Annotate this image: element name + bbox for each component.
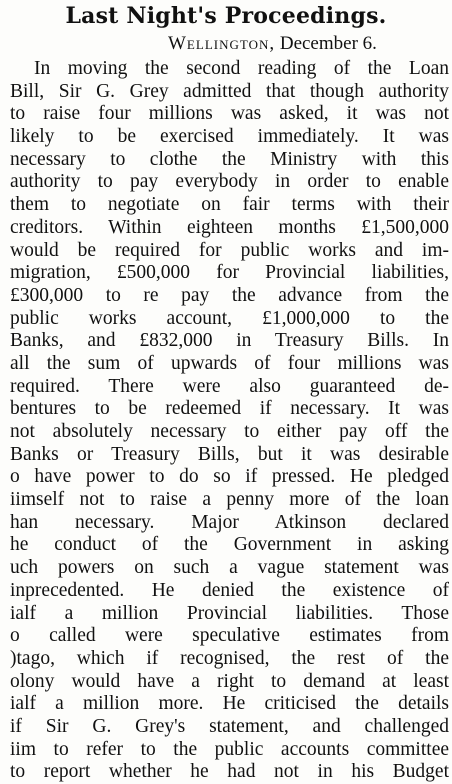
- article-line: iim to refer to the public accounts committee: [10, 738, 449, 760]
- article-line: In moving the second reading of the Loan: [34, 58, 449, 79]
- article-line: inprecedented. He denied the existence of: [10, 579, 449, 601]
- article-line: would be required for public works and im-: [10, 239, 449, 261]
- article-line: han necessary. Major Atkinson declared: [10, 511, 449, 533]
- article-line: Bill, Sir G. Grey admitted that though authority: [10, 80, 449, 102]
- article-line: creditors. Within eighteen months £1,500,000: [10, 216, 449, 238]
- article-line: uch powers on such a vague statement was: [10, 557, 449, 579]
- article-line: bentures to be redeemed if necessary. It was: [10, 398, 449, 420]
- article-line: £300,000 to re pay the advance from the: [10, 284, 449, 306]
- article-line: o called were speculative estimates from: [10, 625, 449, 647]
- article-line: )tago, which if recognised, the rest of the: [10, 647, 449, 669]
- article-line: Banks, and £832,000 in Treasury Bills. In: [10, 330, 449, 352]
- article-dateline: [168, 33, 448, 55]
- article-line: required. There were also guaranteed de-: [10, 375, 449, 397]
- article-line: ialf a million more. He criticised the details: [10, 693, 449, 715]
- article-line: iimself not to raise a penny more of the loan: [10, 489, 449, 511]
- article-line: to raise four millions was asked, it was not: [10, 103, 449, 125]
- article-headline: Last Night's Proceedings.: [65, 3, 387, 29]
- article-line: olony would have a right to demand at least: [10, 670, 449, 692]
- article-line: likely to be exercised immediately. It was: [10, 126, 449, 148]
- article-line: migration, £500,000 for Provincial liabilities,: [10, 262, 449, 284]
- article-line: to report whether he had not in his Budget: [10, 761, 449, 783]
- article-body: [0, 58, 452, 784]
- article-line: he conduct of the Government in asking: [10, 534, 449, 556]
- article-line: authority to pay everybody in order to enable: [10, 171, 449, 193]
- article-line: Banks or Treasury Bills, but it was desirable: [10, 443, 449, 465]
- article-line: not absolutely necessary to either pay off the: [10, 421, 449, 442]
- article-line: all the sum of upwards of four millions was: [10, 352, 449, 374]
- dateline-place: Wellington,: [168, 33, 276, 54]
- article-line: o have power to do so if pressed. He pledged: [10, 466, 449, 488]
- article-line: necessary to clothe the Ministry with this: [10, 148, 449, 170]
- article-line: if Sir G. Grey's statement, and challenged: [10, 715, 449, 737]
- article-line: them to negotiate on fair terms with their: [10, 194, 449, 216]
- article-line: public works account, £1,000,000 to the: [10, 307, 449, 329]
- article-line: ialf a million Provincial liabilities. Those: [10, 602, 449, 624]
- dateline-date: December 6.: [279, 33, 377, 54]
